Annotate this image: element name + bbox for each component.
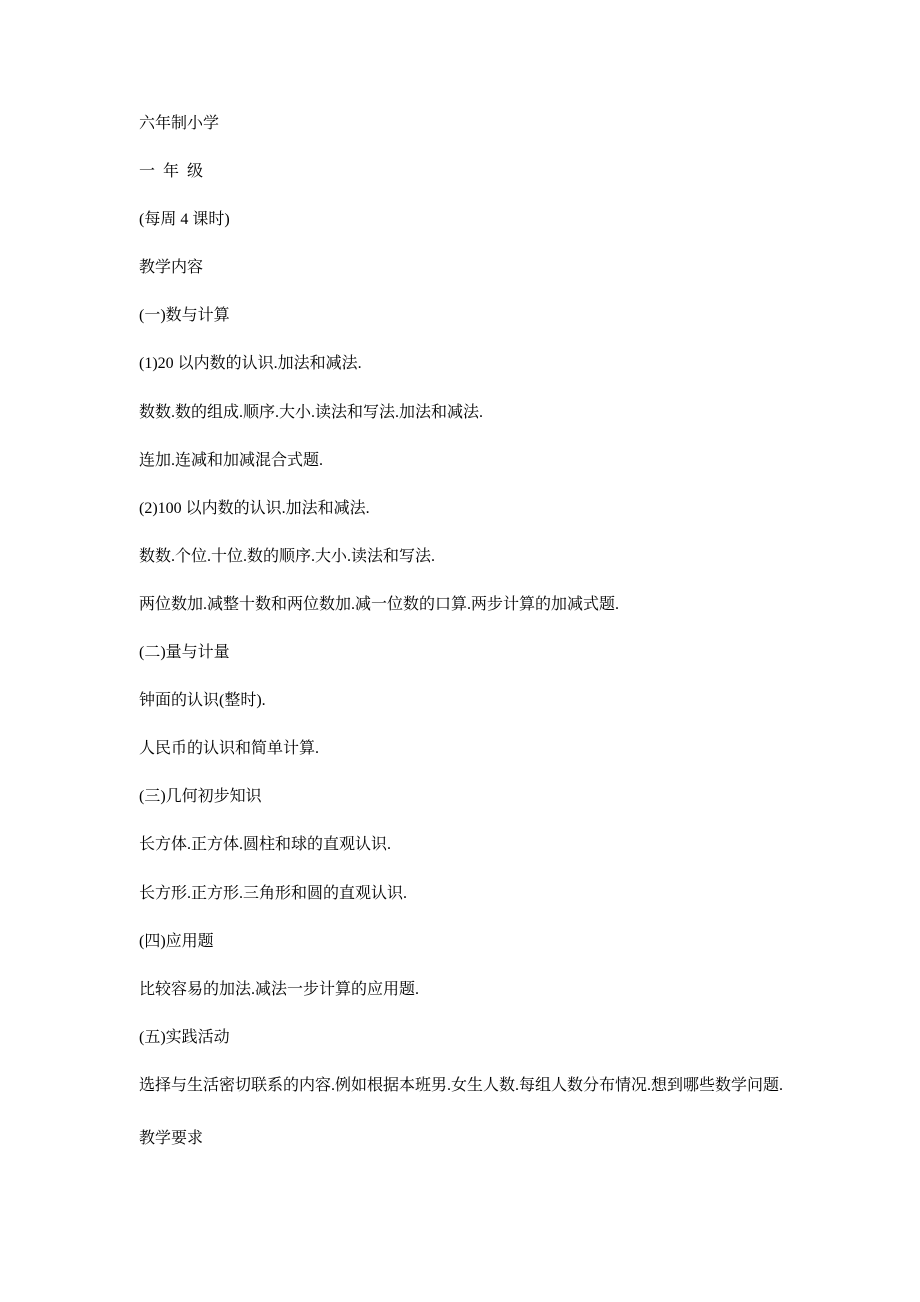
section-item: 长方体.正方体.圆柱和球的直观认识.	[139, 836, 392, 854]
section-item: (2)100 以内数的认识.加法和减法.	[139, 499, 370, 517]
teaching-requirements-heading: 教学要求	[139, 1129, 204, 1147]
section-title-measurement: (二)量与计量	[139, 644, 230, 662]
section-title-word-problems: (四)应用题	[139, 932, 214, 950]
section-item: 数数.个位.十位.数的顺序.大小.读法和写法.	[139, 547, 436, 565]
section-title-practice-activities: (五)实践活动	[139, 1028, 230, 1046]
section-item: 两位数加.减整十数和两位数加.减一位数的口算.两步计算的加减式题.	[139, 595, 620, 613]
school-type-title: 六年制小学	[139, 115, 220, 132]
section-item: 比较容易的加法.减法一步计算的应用题.	[139, 980, 420, 998]
weekly-hours-note: (每周 4 课时)	[139, 211, 230, 229]
section-item: 钟面的认识(整时).	[139, 692, 266, 710]
section-item: 长方形.正方形.三角形和圆的直观认识.	[139, 884, 408, 902]
section-item: 连加.连减和加减混合式题.	[139, 451, 324, 469]
section-item: 人民币的认识和简单计算.	[139, 740, 320, 758]
teaching-content-heading: 教学内容	[139, 259, 204, 277]
section-title-geometry: (三)几何初步知识	[139, 788, 262, 806]
document-body	[139, 112, 785, 1175]
section-item: 选择与生活密切联系的内容.例如根据本班男.女生人数.每组人数分布情况.想到哪些数学问题.	[139, 1076, 784, 1094]
section-item: (1)20 以内数的认识.加法和减法.	[139, 355, 362, 373]
section-item: 数数.数的组成.顺序.大小.读法和写法.加法和减法.	[139, 403, 484, 421]
grade-heading: 一 年 级	[139, 163, 204, 181]
section-title-number-and-calculation: (一)数与计算	[139, 307, 230, 325]
